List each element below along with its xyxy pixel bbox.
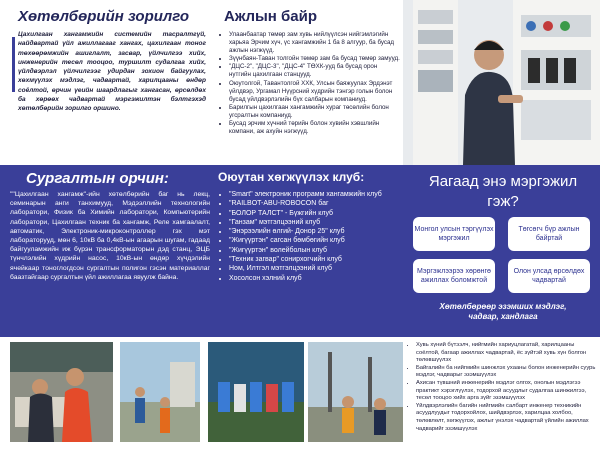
why-box-job: Төгсөгч бүр ажлын байртай [508, 217, 590, 251]
list-item: • Барилгын цахилгаан хангамжийн хураг төсөлийн болон угсралтын компаниуд. [229, 104, 400, 120]
lab-illustration [10, 342, 113, 442]
list-item: • "Жигүүртэн" волейболын клуб [229, 246, 398, 255]
list-item: • "ДЦС-2", "ДЦС-3", "ДЦС-4" ТӨХК-ууд ба бусад орон нутгийн цахилгаан станцууд. [229, 63, 400, 79]
list-item: • Зүүнбаян-Таван толгойн төмөр зам ба бусад төмөр замууд. [229, 55, 400, 63]
skills-title: Хөтөлбөрөөр эзэмших мэдлэг, чадвар, хандлага [439, 302, 567, 321]
why-box-leading: Монгол улсын тэргүүлэх мэргэжил [413, 217, 495, 251]
list-item: • Бусад эрчим хүчний төрийн болон хувийн хэвшлийн компани, аж ахуйн нэгжүүд. [229, 120, 400, 136]
environment-text: ""Цахилгаан хангамж"-ийн хөтөлбөрийн баг нь лекц, семинарын анги танхимууд, Мэдээллийн технологийн лаборатори, Физик ба Химийн лаборатори, Компьютерийн лаборатори, Цахилгаан техник ба хангамж, Реле хамгаалалт, автоматик, Электроник-микроконтроллер гэх мэт лабораторууд, мөн 6, 10кВ ба 0,4кВ-ын агаарын шугам, гадаад байгууламжийн иж бүрэн трансформаторын дэд станц, ЭЦБ түнчлэлийн хүдрийн насос, 10кВ-ын өндөр хүчдэлийн ячейкаар тоноглогдсон сургалтын полигон гэсэн материаллаг баазтайгаар сургалтын үйл ажиллагаа явуулж байна. [10, 191, 210, 281]
technician-photo [403, 0, 600, 165]
workplace-section [220, 8, 400, 164]
goal-section [10, 8, 210, 158]
workplace-list [220, 31, 400, 136]
workplace-title: Ажлын байр [224, 8, 318, 25]
list-item: • Байгалийн ба нийгмийн шинжлэх ухааны болон инженерийн суурь мэдлэг, чадварыг эзэмшүүлэх [416, 365, 597, 380]
list-item: • Ахисан түвшний инженерийн мэдлэг олгох, онолын мэдлэгээ практикт хэрэглүүлэх, тодорхой асуудлыг судалгаа шинжилгээ, тесөл тооцоо хийх арга зүйг эзэмшүүлэх [416, 380, 597, 403]
skills-section [407, 342, 597, 433]
environment-title: Сургалтын орчин: [26, 170, 169, 187]
field-illustration [308, 342, 403, 442]
list-item: • "БОЛОР ТАЛСТ" - Бүжгийн клуб [229, 209, 398, 218]
list-item: • "Энэрээлийн өлгий- Донор 25" клуб [229, 227, 398, 236]
list-item: • Оюутолгой, Тавантолгой ХХК, Улсын баяжуулах Эрдэнэт үйлдвэр, Ургамал Нүүрсний хүдрийн тэнгэр голын болон бусад үйлдвэрлэлийн бүх салбарын компаниуд. [229, 80, 400, 104]
goal-title: Хөтөлбөрийн зорилго [18, 8, 190, 25]
why-title: Яагаад энэ мэргэжил гэж? [428, 173, 578, 210]
why-box-work: Мэргэжлээрээ хөрөнгө ажиллах боломжтой [413, 259, 495, 293]
goal-text: Цахилгаан хангамжийн системийн тасралтгүй, найдвартай үйл ажиллагааг хангах, цахилгаан тоног төхөөрөмжийн ашиглалт, засвар, үйлчилгээ хийх, инженерийн тесөл тооцоо, туршилт судалгаа хийх, үйлдвэрлэл үйлчилгээг удирдан зохион байгуулах, хөхмүүлэх мэдлэг, чадвартай, харилцааны өндөр соёлтой, өрчин үеийн шаардлагыг хангасан, өрсөлдөх ба хөрөөх чадвартай мэргэжилтэн бэлтгэхэд хөтөлбөрийн зорилго оршино. [18, 31, 206, 113]
field-photo [308, 342, 403, 442]
clubs-title: Оюутан хөгжүүлэх клуб: [218, 170, 365, 184]
why-box-international: Олон улсад өрсөлдөх чадвартай [508, 259, 590, 293]
clubs-list [218, 190, 398, 283]
skills-list [407, 342, 597, 433]
group-illustration [208, 342, 304, 442]
vertical-bar-icon [12, 37, 15, 92]
list-item: • "Техник загвар" сонирхогчийн клуб [229, 255, 398, 264]
list-item: • Ном, Илтгэл мэтгэлцээний клуб [229, 264, 398, 273]
list-item: • Үйлдвэрлэлийн багийн нийгмийн салбарт инженер техникийн асуудлуудыг тодорхойлох, шийдвэрлэх, харилцаа холбоо, төлөвлөлт, хөгжүүлэх, ажлыг үнэлэх чадвартай үйлийн ажиллах чадварийг эзэмшүүлэх [416, 403, 597, 433]
technician-illustration [403, 0, 600, 165]
list-item: • "Жигүүртэн" сагсан бөмбөгийн клуб [229, 236, 398, 245]
list-item: • "Smart" электроник программ хангамжийн клуб [229, 190, 398, 199]
why-section [403, 165, 600, 337]
environment-section [10, 170, 210, 282]
list-item: • "RAILBOT-ABU-ROBOCON баг [229, 199, 398, 208]
group-photo [208, 342, 304, 442]
list-item: • Хосолсон хэлний клуб [229, 274, 398, 283]
outdoor-illustration [120, 342, 200, 442]
list-item: • Улаанбаатар төмөр зам хувь нийлүүлсэн нийгэмлэгийн харьяа Эрчим хүч, үс хангамжийн 1 ба 8 алгуур, ба бусад ажлын нэгжүүд. [229, 31, 400, 55]
list-item: • Хувь хүний бүтээлч, нийгмийн хариуцлагатай, харилцааны соёлтой, багаар ажиллах чадвартай, ёс зүйтэй хувь хүн болгон төлөвшүүлэх [416, 342, 597, 365]
clubs-section [218, 170, 398, 283]
list-item: • "Ганзам" мэтгэлцээний клуб [229, 218, 398, 227]
outdoor-photo [120, 342, 200, 442]
lab-photo [10, 342, 113, 442]
